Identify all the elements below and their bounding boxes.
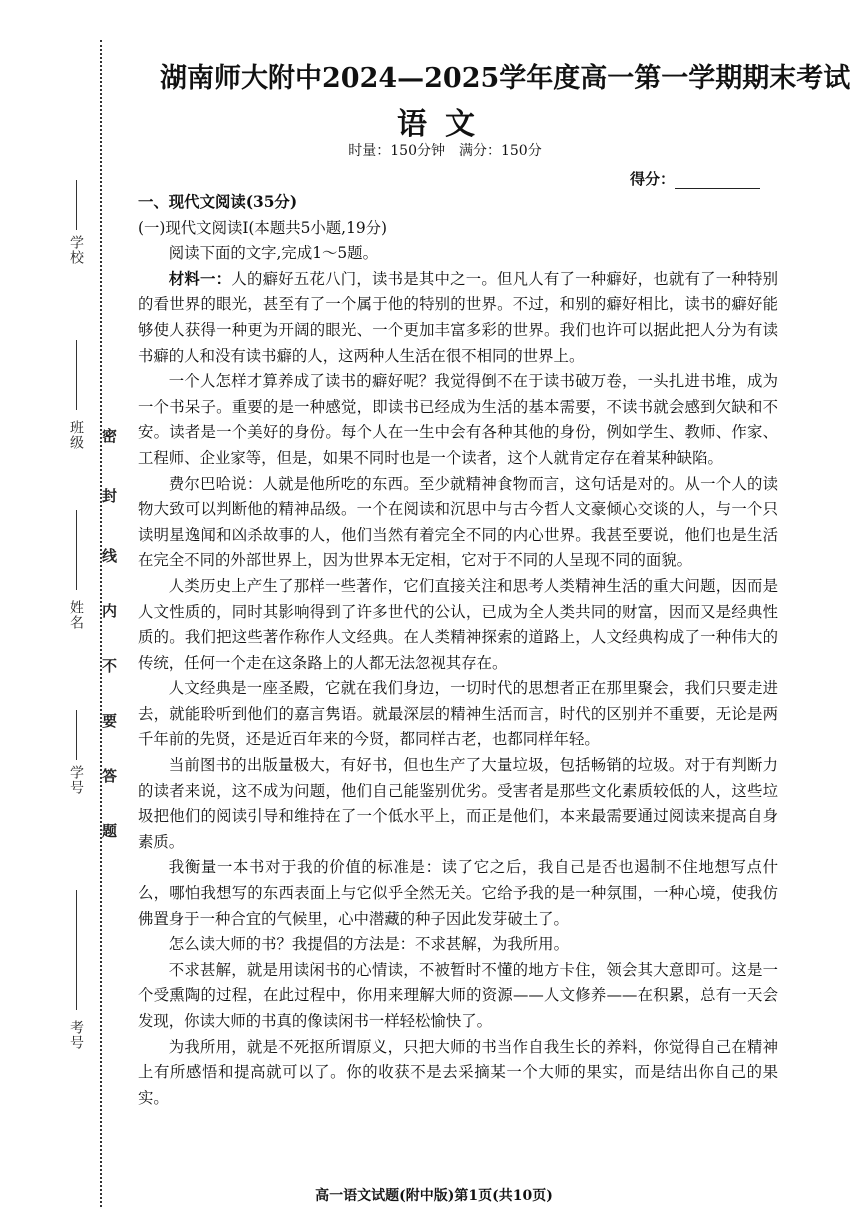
exam-id-label: 考号: [68, 1020, 84, 1050]
paragraph: 我衡量一本书对于我的价值的标准是：读了它之后，我自己是否也遏制不住地想写点什么，哪怕我想写的东西表面上与它似乎全然无关。它给予我的是一种氛围，一种心境，使我仿佛置身于一种合宜的气候里，心中潜藏的种子因此发芽破土了。: [138, 858, 778, 928]
seal-warning-8: 题: [102, 822, 118, 840]
school-label: 学校: [68, 235, 84, 265]
paragraph: 人文经典是一座圣殿，它就在我们身边，一切时代的思想者正在那里聚会，我们只要走进去，就能聆听到他们的嘉言隽语。就最深层的精神生活而言，时代的区别并不重要，无论是两千年前的先贤，还是近百年来的今贤，都同样古老，也都同样年轻。: [138, 679, 778, 749]
name-label: 姓名: [68, 600, 84, 630]
score-field: [630, 168, 760, 189]
seal-warning-7: 答: [102, 767, 118, 785]
score-blank: [675, 172, 760, 189]
subject-title: 语文: [397, 107, 493, 142]
student-id-blank: [76, 710, 77, 760]
paragraph: 一个人怎样才算养成了读书的癖好呢？我觉得倒不在于读书破万卷，一头扎进书堆，成为一个书呆子。重要的是一种感觉，即读书已经成为生活的基本需要，不读书就会感到欠缺和不安。读者是一个美好的身份。每个人在一生中会有各种其他的身份，例如学生、教师、作家、工程师、企业家等，但是，如果不同时也是一个读者，这个人就肯定存在着某种缺陷。: [138, 372, 778, 467]
paragraph: 怎么读大师的书？我提倡的方法是：不求甚解，为我所用。: [168, 935, 569, 954]
page-footer: 高一语文试题(附中版)第1页(共10页): [315, 1188, 553, 1204]
subsection-title: (一)现代文阅读Ⅰ(本题共5小题,19分): [138, 218, 388, 237]
seal-warning-3: 线: [102, 547, 118, 565]
reading-passage: [138, 190, 778, 1111]
class-label: 班级: [68, 420, 84, 450]
student-id-label: 学号: [68, 765, 84, 795]
exam-meta: 时量：150分钟 满分：150分: [348, 143, 542, 159]
material-label: 材料一：: [168, 269, 232, 288]
paragraph: 人类历史上产生了那样一些著作，它们直接关注和思考人类精神生活的重大问题，因而是人文性质的，同时其影响得到了许多世代的公认，已成为全人类共同的财富，因而又是经典性质的。我们把这些著作称作人文经典。在人类精神探索的道路上，人文经典构成了一种伟大的传统，任何一个走在这条路上的人都无法忽视其存在。: [138, 576, 778, 672]
seal-warning-4: 内: [102, 602, 118, 620]
seal-warning-6: 要: [102, 712, 118, 730]
exam-title: 湖南师大附中2024—2025学年度高一第一学期期末考试: [160, 63, 851, 94]
seal-warning-1: 密: [102, 427, 118, 445]
score-label: 得分：: [630, 170, 676, 188]
section-title: 一、现代文阅读(35分): [138, 193, 298, 211]
instruction: 阅读下面的文字,完成1～5题。: [168, 244, 378, 263]
seal-line: [100, 40, 102, 1207]
seal-warning-5: 不: [102, 657, 118, 675]
paragraph: 不求甚解，就是用读闲书的心情读，不被暂时不懂的地方卡住，领会其大意即可。这是一个受熏陶的过程，在此过程中，你用来理解大师的资源——人文修养——在积累，总有一天会发现，你读大师的书真的像读闲书一样轻松愉快了。: [138, 960, 778, 1030]
paragraph: 当前图书的出版量极大，有好书，但也生产了大量垃圾，包括畅销的垃圾。对于有判断力的读者来说，这不成为问题，他们自己能鉴别优劣。受害者是那些文化素质较低的人，这些垃圾把他们的阅读引导和维持在了一个低水平上，而正是他们，本来最需要通过阅读来提高自身素质。: [138, 756, 778, 851]
exam-id-blank: [76, 890, 77, 1010]
seal-warning-2: 封: [102, 487, 118, 505]
paragraph: 为我所用，就是不死抠所谓原义，只把大师的书当作自我生长的养料，你觉得自己在精神上有所感悟和提高就可以了。你的收获不是去采摘某一个大师的果实，而是结出你自己的果实。: [138, 1037, 778, 1107]
school-blank: [76, 180, 77, 230]
name-blank: [76, 510, 77, 590]
paragraph: [138, 267, 778, 369]
binding-margin: [0, 0, 140, 1227]
paragraph: 费尔巴哈说：人就是他所吃的东西。至少就精神食物而言，这句话是对的。从一个人的读物大致可以判断他的精神品级。一个在阅读和沉思中与古今哲人文豪倾心交谈的人，与一个只读明星逸闻和凶杀故事的人，他们当然有着完全不同的内心世界。我甚至要说，他们也是生活在完全不同的外部世界上，因为世界本无定相，它对于不同的人呈现不同的面貌。: [138, 474, 778, 570]
paragraph-text: 人的癖好五花八门，读书是其中之一。但凡人有了一种癖好，也就有了一种特别的看世界的眼光，甚至有了一个属于他的特别的世界。不过，和别的癖好相比，读书的癖好能够使人获得一种更为开阔的眼光、一个更加丰富多彩的世界。我们也许可以据此把人分为有读书癖的人和没有读书癖的人，这两种人生活在很不相同的世界上。: [138, 269, 778, 365]
class-blank: [76, 340, 77, 410]
